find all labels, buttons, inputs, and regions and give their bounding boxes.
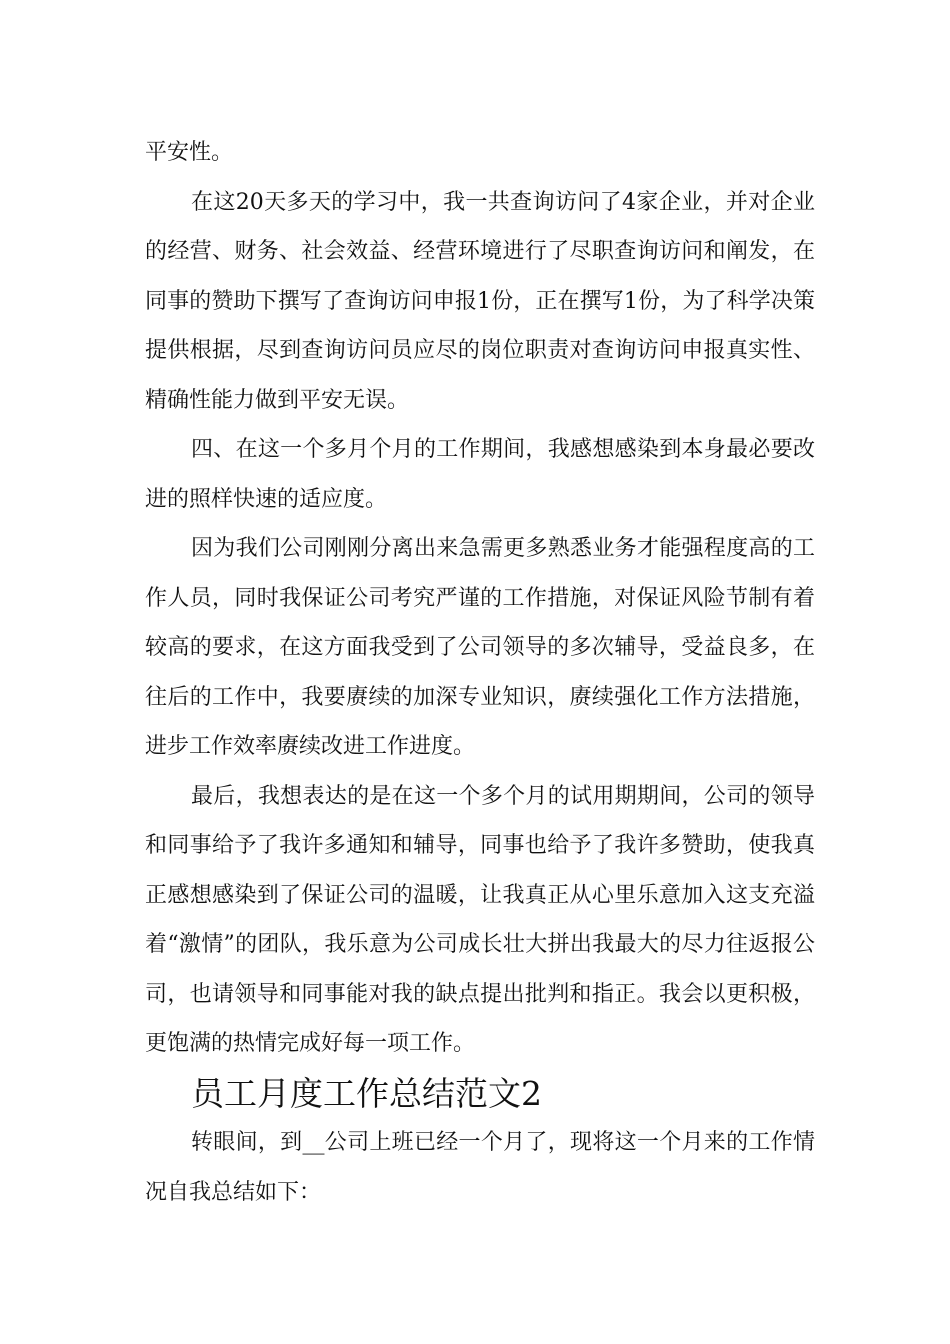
paragraph-continuation: 平安性。 [145,140,234,165]
paragraph-conclusion: 最后，我想表达的是在这一个多个月的试用期期间，公司的领导和同事给予了我许多通知和辅导，同事也给予了我许多赞助，使我真正感想感染到了保证公司的温暖，让我真正从心里乐意加入这支充溢着“激情”的团队，我乐意为公司成长壮大拼出我最大的尽力往返报公司，也请领导和同事能对我的缺点提出批判和指正。我会以更积极，更饱满的热情完成好每一项工作。 [145,783,815,1056]
document-body [145,128,815,1217]
paragraph-improvement: 因为我们公司刚刚分离出来急需更多熟悉业务才能强程度高的工作人员，同时我保证公司考究严谨的工作措施，对保证风险节制有着较高的要求，在这方面我受到了公司领导的多次辅导，受益良多，在往后的工作中，我要赓续的加深专业知识，赓续强化工作方法措施，进步工作效率赓续改进工作进度。 [145,536,815,759]
paragraph-research-summary: 在这20天多天的学习中，我一共查询访问了4家企业，并对企业的经营、财务、社会效益、经营环境进行了尽职查询访问和阐发，在同事的赞助下撰写了查询访问申报1份，正在撰写1份，为了科学决策提供根据，尽到查询访问员应尽的岗位职责对查询访问申报真实性、精确性能力做到平安无误。 [145,189,815,413]
section-heading: 员工月度工作总结范文2 [191,1073,542,1113]
paragraph-point-four: 四、在这一个多月个月的工作期间，我感想感染到本身最必要改进的照样快速的适应度。 [145,437,815,512]
paragraph-intro-second: 转眼间，到__公司上班已经一个月了，现将这一个月来的工作情况自我总结如下： [145,1130,815,1205]
